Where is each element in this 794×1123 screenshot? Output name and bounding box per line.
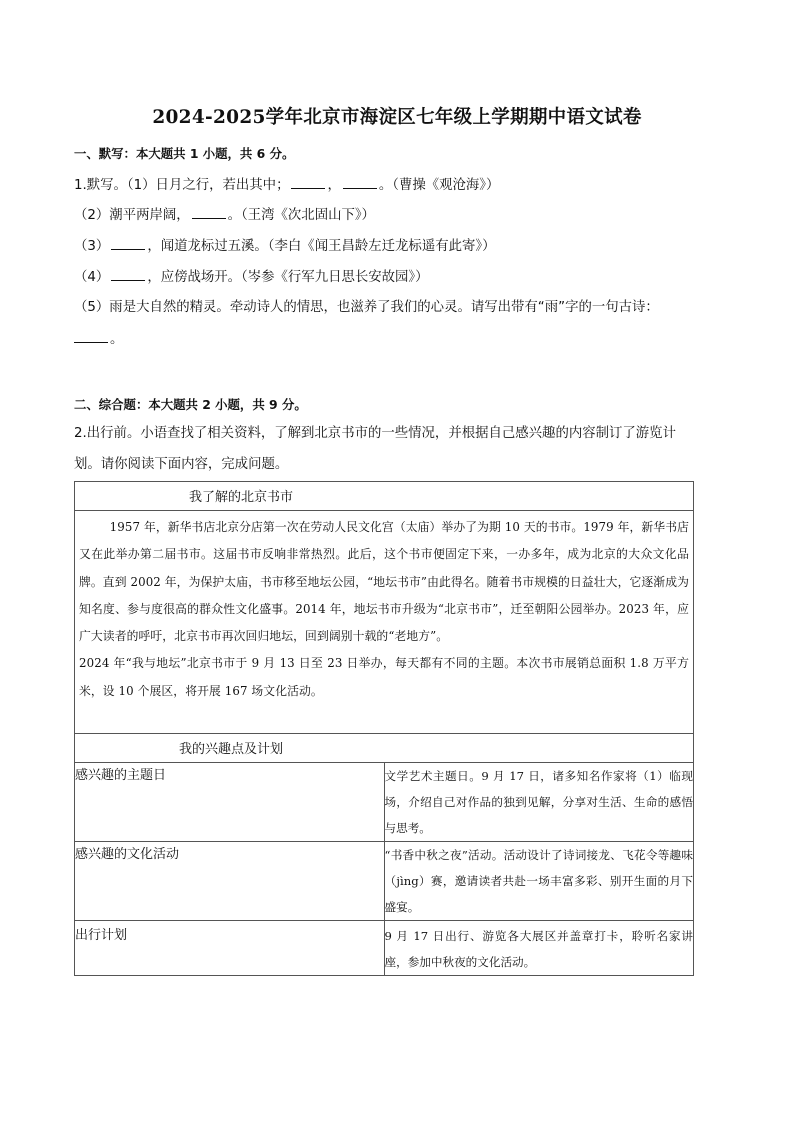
question-1-line-4	[74, 268, 429, 287]
table-header-beijing-book-fair: 我了解的北京书市	[75, 482, 694, 511]
row-label: 感兴趣的主题日	[75, 763, 385, 842]
q3-part-a: （3）	[74, 239, 110, 254]
book-fair-text	[75, 511, 693, 709]
answer-blank[interactable]	[74, 330, 108, 343]
question-2-line-2: 划。请你阅读下面内容，完成问题。	[74, 457, 289, 472]
q3-part-b: ，闻道龙标过五溪。（李白《闻王昌龄左迁龙标遥有此寄》）	[147, 239, 496, 254]
q1-part-b: 。（曹操《观沧海》）	[378, 178, 500, 193]
table-header-interest-plan: 我的兴趣点及计划	[75, 734, 694, 763]
section2-heading: 二、综合题：本大题共 2 小题，共 9 分。	[74, 397, 307, 412]
table-row	[75, 763, 694, 842]
question-1-line-2	[74, 206, 375, 225]
row-value: “书香中秋之夜”活动。活动设计了诗词接龙、飞花令等趣味（jìng）赛，邀请读者共赴一场丰富多彩、别开生面的月下盛宴。	[384, 842, 694, 921]
row-value: 文学艺术主题日。9 月 17 日，诸多知名作家将（1）临现场，介绍自己对作品的独到见解，分享对生活、生命的感悟与思考。	[384, 763, 694, 842]
q4-part-a: （4）	[74, 270, 110, 285]
q1-part-a: 1.默写。（1）日月之行，若出其中；	[74, 178, 290, 193]
question-2-line-1: 2.出行前。小语查找了相关资料，了解到北京书市的一些情况，并根据自己感兴趣的内容制订了游览计	[74, 426, 676, 441]
row-label: 出行计划	[75, 921, 385, 976]
q1-separator: ，	[327, 178, 341, 193]
row-value: 9 月 17 日出行、游览各大展区并盖章打卡，聆听名家讲座，参加中秋夜的文化活动。	[384, 921, 694, 976]
question-1-line-6	[74, 330, 123, 349]
q2-part-b: 。（王湾《次北固山下》）	[227, 208, 375, 223]
q2-part-a: （2）潮平两岸阔，	[74, 208, 190, 223]
section1-heading: 一、默写：本大题共 1 小题，共 6 分。	[74, 146, 295, 161]
answer-blank[interactable]	[291, 176, 325, 189]
answer-blank[interactable]	[192, 206, 226, 219]
exam-title: 2024-2025学年北京市海淀区七年级上学期期中语文试卷	[152, 107, 642, 128]
book-fair-paragraph-1: 1957 年，新华书店北京分店第一次在劳动人民文化宫（太庙）举办了为期 10 天的书市。1979 年，新华书店又在此举办第二届书市。这届书市反响非常热烈。此后，这个书市便固定下来，一办多年，成为北京的大众文化品牌。直到 2002 年，为保护太庙，书市移至地坛公园，“地坛书市”由此得名。随着书市规模的日益壮大，它逐渐成为知名度、参与度很高的群众性文化盛事。2014 年，地坛书市升级为“北京书市”，迁至朝阳公园举办。2023 年，应广大读者的呼吁，北京书市再次回归地坛，回到阔别十载的“老地方”。	[79, 520, 689, 644]
answer-blank[interactable]	[343, 176, 377, 189]
table-row	[75, 921, 694, 976]
answer-blank[interactable]	[111, 268, 145, 281]
q5-end: 。	[110, 332, 124, 347]
info-table	[74, 481, 694, 976]
question-1-line-5: （5）雨是大自然的精灵。牵动诗人的情思，也滋养了我们的心灵。请写出带有“雨”字的一句古诗：	[74, 300, 659, 315]
table-row	[75, 842, 694, 921]
question-1-line-3	[74, 237, 495, 256]
question-1-line-1	[74, 176, 499, 195]
table-body-cell	[75, 511, 694, 734]
book-fair-paragraph-2: 2024 年“我与地坛”北京书市于 9 月 13 日至 23 日举办，每天都有不同的主题。本次书市展销总面积 1.8 万平方米，设 10 个展区，将开展 167 场文化活动。	[79, 656, 689, 698]
row-label: 感兴趣的文化活动	[75, 842, 385, 921]
answer-blank[interactable]	[111, 237, 145, 250]
q4-part-b: ，应傍战场开。（岑参《行军九日思长安故园》）	[147, 270, 429, 285]
